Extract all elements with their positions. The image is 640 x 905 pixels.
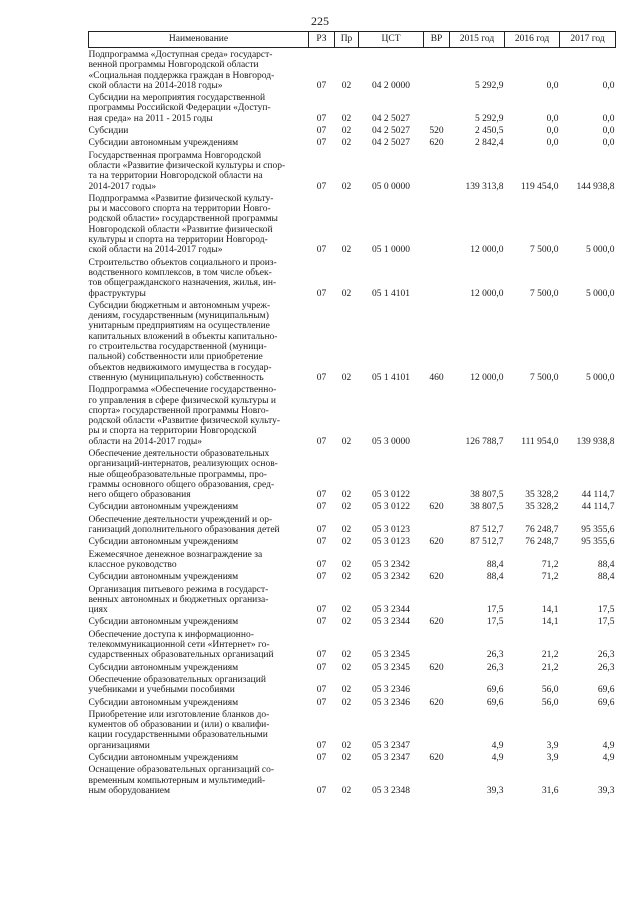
row-rz: 07 (316, 559, 327, 570)
row-rz: 07 (316, 572, 327, 583)
row-2016: 0,0 (546, 138, 559, 149)
row-cst: 04 2 0000 (372, 80, 410, 91)
row-cst: 05 1 4101 (372, 288, 410, 299)
row-2017: 144 938,8 (576, 181, 615, 192)
row-name: Субсидии бюджетным и автономным учреж- дениям, государственным (муниципальным) унитарным предприятиям на осуществление капитальных вложений в объекты капитально- го строительства государственной (муници- пальной) собственности или приобретение объектов недвижимого имущества в государ- ственную (муниципальную) собственность (88, 300, 278, 383)
budget-table (88, 31, 616, 796)
row-2017: 44 114,7 (581, 502, 615, 513)
row-name: Субсидии автономным учреждениям (88, 572, 239, 583)
row-2016: 35 328,2 (525, 490, 559, 501)
header-name: Наименование (89, 32, 309, 48)
row-rz: 07 (316, 740, 327, 751)
row-rz: 07 (316, 650, 327, 661)
row-vr (424, 548, 450, 571)
row-vr (424, 583, 450, 616)
row-pr: 02 (341, 685, 352, 696)
header-2017: 2017 год (560, 32, 616, 48)
row-vr (424, 91, 450, 124)
row-2016: 7 500,0 (530, 288, 559, 299)
row-vr (424, 447, 450, 500)
row-name: Субсидии автономным учреждениям (88, 617, 239, 628)
table-row (89, 447, 616, 500)
row-2015: 26,3 (486, 662, 504, 673)
row-pr: 02 (341, 650, 352, 661)
row-pr: 02 (341, 288, 352, 299)
row-2017: 17,5 (597, 605, 615, 616)
row-vr (424, 708, 450, 751)
row-pr: 02 (341, 126, 352, 137)
row-2017: 88,4 (597, 559, 615, 570)
row-2017: 4,9 (602, 740, 615, 751)
row-pr: 02 (341, 785, 352, 796)
row-cst: 05 3 2344 (372, 617, 410, 628)
row-name: Обеспечение деятельности учреждений и ор- ганизаций дополнительного образования детей (88, 514, 280, 536)
row-2017: 139 938,8 (576, 436, 615, 447)
row-2017: 0,0 (602, 126, 615, 137)
row-pr: 02 (341, 572, 352, 583)
table-row (89, 615, 616, 627)
row-vr: 520 (429, 126, 444, 137)
row-2017: 95 355,6 (581, 525, 615, 536)
row-rz: 07 (316, 80, 327, 91)
row-cst: 05 3 2347 (372, 753, 410, 763)
row-name: Ежемесячное денежное вознаграждение за классное руководство (88, 549, 263, 570)
row-2016: 56,0 (541, 697, 559, 708)
row-name: Государственная программа Новгородской области «Развитие физической культуры и спор- та на территории Новгородской области на 2014-2017 годы» (88, 150, 286, 192)
page-number: 225 (311, 14, 329, 28)
table-row (89, 661, 616, 673)
row-2015: 139 313,8 (465, 181, 504, 192)
row-cst: 05 3 0122 (372, 490, 410, 501)
row-rz: 07 (316, 785, 327, 796)
row-name: Подпрограмма «Обеспечение государственно- го управления в сфере физической культуры и спорта» государственной программы Новго- родской области «Развитие физической культу- ры и спорта на территории Новгородской области на 2014-2017 годы» (88, 385, 280, 447)
row-rz: 07 (316, 617, 327, 628)
row-2016: 3,9 (546, 753, 559, 763)
header-rz: РЗ (309, 32, 335, 48)
row-cst: 05 3 2342 (372, 559, 410, 570)
row-2017: 88,4 (597, 572, 615, 583)
row-2017: 26,3 (597, 650, 615, 661)
row-2015: 69,6 (486, 697, 504, 708)
row-2016: 0,0 (546, 126, 559, 137)
row-rz: 07 (316, 490, 327, 501)
row-vr: 620 (429, 502, 444, 513)
row-pr: 02 (341, 372, 352, 383)
row-pr: 02 (341, 662, 352, 673)
row-2016: 21,2 (541, 650, 559, 661)
row-2017: 17,5 (597, 617, 615, 628)
row-vr (424, 149, 450, 192)
table-row (89, 570, 616, 582)
row-rz: 07 (316, 436, 327, 447)
row-2015: 88,4 (486, 559, 504, 570)
row-2017: 5 000,0 (586, 288, 615, 299)
header-cst: ЦСТ (359, 32, 424, 48)
row-2016: 56,0 (541, 685, 559, 696)
row-2016: 111 954,0 (521, 436, 559, 447)
row-pr: 02 (341, 113, 352, 124)
table-row (89, 708, 616, 751)
row-2016: 14,1 (541, 605, 559, 616)
row-vr (424, 256, 450, 299)
row-name: Подпрограмма «Доступная среда» государст- венной программы Новгородской области «Социальная поддержка граждан в Новгород- ской области на 2014-2018 годы» (88, 50, 275, 91)
row-2017: 5 000,0 (586, 372, 615, 383)
row-2015: 87 512,7 (470, 537, 504, 548)
row-name: Строительство объектов социального и произ- водственного комплексов, в том числе объек- тов общегражданского назначения, жилья, ин- фраструктуры (88, 257, 277, 299)
row-pr: 02 (341, 181, 352, 192)
row-vr: 620 (429, 697, 444, 708)
row-2016: 76 248,7 (525, 525, 559, 536)
table-row (89, 124, 616, 136)
row-cst: 05 3 0000 (372, 436, 410, 447)
row-pr: 02 (341, 490, 352, 501)
row-2016: 71,2 (541, 559, 559, 570)
row-2015: 5 292,9 (475, 80, 504, 91)
header-vr: ВР (424, 32, 450, 48)
row-2017: 0,0 (602, 80, 615, 91)
row-pr: 02 (341, 436, 352, 447)
row-cst: 05 0 0000 (372, 181, 410, 192)
row-cst: 05 3 0122 (372, 502, 410, 513)
row-2015: 2 842,4 (475, 138, 504, 149)
row-vr: 620 (429, 537, 444, 548)
row-name: Субсидии автономным учреждениям (88, 537, 239, 548)
row-2016: 21,2 (541, 662, 559, 673)
header-2016: 2016 год (505, 32, 560, 48)
row-name: Оснащение образовательных организаций со- временным компьютерным и мультимедий- ным оборудованием (88, 765, 275, 796)
row-cst: 05 3 2347 (372, 740, 410, 751)
row-cst: 05 3 2344 (372, 605, 410, 616)
row-2015: 126 788,7 (465, 436, 504, 447)
table-row (89, 91, 616, 124)
row-pr: 02 (341, 740, 352, 751)
table-body (89, 48, 616, 797)
row-2016: 119 454,0 (520, 181, 559, 192)
row-rz: 07 (316, 372, 327, 383)
row-2017: 69,6 (597, 697, 615, 708)
row-vr (424, 513, 450, 536)
row-pr: 02 (341, 80, 352, 91)
row-2017: 4,9 (602, 753, 615, 763)
table-row (89, 673, 616, 696)
table-header (89, 32, 616, 48)
row-name: Субсидии автономным учреждениям (88, 662, 239, 673)
row-2015: 88,4 (486, 572, 504, 583)
row-vr (424, 628, 450, 661)
row-cst: 05 3 2346 (372, 697, 410, 708)
row-2017: 0,0 (602, 138, 615, 149)
table-row (89, 513, 616, 536)
row-rz: 07 (316, 685, 327, 696)
row-vr (424, 673, 450, 696)
table-row (89, 583, 616, 616)
row-2016: 0,0 (546, 113, 559, 124)
row-vr (424, 48, 450, 92)
row-cst: 05 3 0123 (372, 525, 410, 536)
row-2017: 44 114,7 (581, 490, 615, 501)
row-2015: 5 292,9 (475, 113, 504, 124)
header-pr: Пр (335, 32, 359, 48)
row-2015: 39,3 (486, 785, 504, 796)
row-pr: 02 (341, 245, 352, 256)
row-name: Организация питьевого режима в государст- венных автономных и бюджетных организа- циях (88, 584, 269, 616)
table-row (89, 535, 616, 547)
row-pr: 02 (341, 525, 352, 536)
table-row (89, 136, 616, 148)
row-2015: 12 000,0 (470, 245, 504, 256)
row-rz: 07 (316, 697, 327, 708)
row-cst: 05 3 2345 (372, 662, 410, 673)
row-name: Субсидии автономным учреждениям (88, 753, 239, 763)
table-row (89, 256, 616, 299)
row-pr: 02 (341, 753, 352, 763)
row-2016: 71,2 (541, 572, 559, 583)
row-vr: 460 (429, 372, 444, 383)
table-row (89, 628, 616, 661)
row-vr (424, 383, 450, 447)
row-vr (424, 192, 450, 256)
row-vr: 620 (429, 572, 444, 583)
row-2017: 95 355,6 (581, 537, 615, 548)
header-2015: 2015 год (450, 32, 505, 48)
row-pr: 02 (341, 537, 352, 548)
row-name: Субсидии автономным учреждениям (88, 138, 239, 149)
row-vr (424, 763, 450, 796)
row-2016: 7 500,0 (530, 245, 559, 256)
row-name: Подпрограмма «Развитие физической культу- ры и массового спорта на территории Новго- родской области» государственной программы Новгородской области «Развитие физической культуры и спорта на территории Новгород- ской области на 2014-2017 годы» (88, 193, 278, 256)
row-cst: 05 1 0000 (372, 245, 410, 256)
row-cst: 05 1 4101 (372, 372, 410, 383)
row-rz: 07 (316, 502, 327, 513)
table-row (89, 548, 616, 571)
row-cst: 05 3 2345 (372, 650, 410, 661)
row-cst: 04 2 5027 (372, 138, 410, 149)
row-cst: 05 3 2348 (372, 785, 410, 796)
row-2015: 26,3 (486, 650, 504, 661)
row-2015: 38 807,5 (470, 490, 504, 501)
table-row (89, 696, 616, 708)
row-pr: 02 (341, 617, 352, 628)
row-2016: 76 248,7 (525, 537, 559, 548)
row-2016: 14,1 (541, 617, 559, 628)
row-2015: 17,5 (486, 617, 504, 628)
row-name: Субсидии автономным учреждениям (88, 697, 239, 708)
row-2015: 2 450,5 (475, 126, 504, 137)
row-2015: 38 807,5 (470, 502, 504, 513)
table-row (89, 500, 616, 512)
table-row (89, 149, 616, 192)
row-pr: 02 (341, 138, 352, 149)
row-rz: 07 (316, 753, 327, 763)
row-2015: 12 000,0 (470, 288, 504, 299)
row-pr: 02 (341, 605, 352, 616)
row-2015: 17,5 (486, 605, 504, 616)
row-rz: 07 (316, 245, 327, 256)
row-pr: 02 (341, 697, 352, 708)
row-2016: 0,0 (546, 80, 559, 91)
row-vr: 620 (429, 617, 444, 628)
row-2016: 3,9 (546, 740, 559, 751)
row-rz: 07 (316, 181, 327, 192)
row-cst: 05 3 0123 (372, 537, 410, 548)
row-name: Субсидии автономным учреждениям (88, 502, 239, 513)
row-2015: 12 000,0 (470, 372, 504, 383)
row-2016: 7 500,0 (530, 372, 559, 383)
row-cst: 05 3 2346 (372, 685, 410, 696)
row-pr: 02 (341, 559, 352, 570)
row-cst: 05 3 2342 (372, 572, 410, 583)
table-row (89, 383, 616, 447)
row-2015: 69,6 (486, 685, 504, 696)
row-2016: 35 328,2 (525, 502, 559, 513)
row-vr: 620 (429, 662, 444, 673)
table-row (89, 299, 616, 383)
table-row (89, 763, 616, 796)
row-2017: 69,6 (597, 685, 615, 696)
row-2015: 4,9 (491, 753, 504, 763)
row-vr: 620 (429, 138, 444, 149)
row-2017: 39,3 (597, 785, 615, 796)
row-2017: 0,0 (602, 113, 615, 124)
row-rz: 07 (316, 288, 327, 299)
row-vr: 620 (429, 753, 444, 763)
table-row (89, 48, 616, 92)
row-name: Обеспечение образовательных организаций учебниками и учебными пособиями (88, 674, 266, 696)
row-2016: 31,6 (541, 785, 559, 796)
row-name: Обеспечение деятельности образовательных организаций-интернатов, реализующих основ- ные общеобразовательные программы, про- граммы основного общего образования, сред- него общего образования (88, 448, 278, 501)
row-rz: 07 (316, 113, 327, 124)
row-name: Субсидии на мероприятия государственной программы Российской Федерации «Доступ- ная среда» на 2011 - 2015 годы (88, 93, 271, 124)
table-row (89, 192, 616, 256)
row-name: Обеспечение доступа к информационно- телекоммуникационной сети «Интернет» го- сударственных образовательных организаций (88, 629, 274, 661)
table-row (89, 751, 616, 763)
row-2017: 5 000,0 (586, 245, 615, 256)
row-pr: 02 (341, 502, 352, 513)
row-cst: 04 2 5027 (372, 113, 410, 124)
row-rz: 07 (316, 605, 327, 616)
row-cst: 04 2 5027 (372, 126, 410, 137)
row-rz: 07 (316, 138, 327, 149)
row-rz: 07 (316, 126, 327, 137)
row-rz: 07 (316, 525, 327, 536)
row-rz: 07 (316, 537, 327, 548)
row-name: Приобретение или изготовление бланков до- кументов об образовании и (или) о квалифи- кации государственными образовательными организациями (88, 709, 270, 751)
row-rz: 07 (316, 662, 327, 673)
row-2015: 87 512,7 (470, 525, 504, 536)
row-2015: 4,9 (491, 740, 504, 751)
row-2017: 26,3 (597, 662, 615, 673)
row-name: Субсидии (88, 126, 129, 137)
